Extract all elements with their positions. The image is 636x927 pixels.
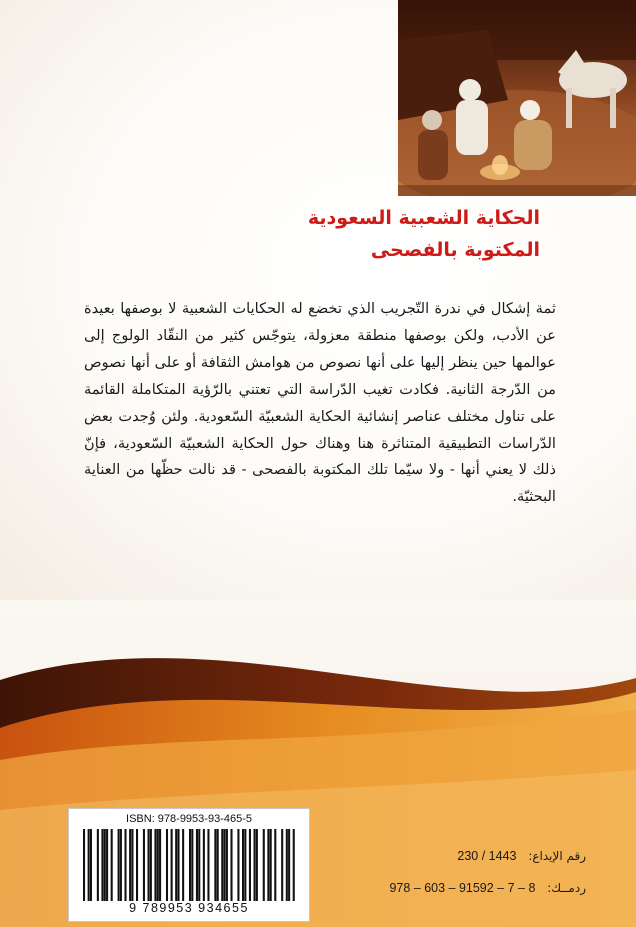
barcode-bar <box>224 829 226 901</box>
legal-deposit-line <box>457 849 586 863</box>
rdmk-label: ردمــك: <box>547 881 586 895</box>
isbn-barcode-box <box>68 808 310 922</box>
barcode-bar <box>286 829 288 901</box>
barcode-bar <box>157 829 159 901</box>
barcode-bar <box>230 829 232 901</box>
barcode-bar <box>83 829 85 901</box>
barcode-bar <box>274 829 276 901</box>
barcode-bar <box>166 829 168 901</box>
barcode-bar <box>171 829 173 901</box>
barcode-bar <box>198 829 200 901</box>
barcode-bar <box>242 829 244 901</box>
barcode-bar <box>104 829 106 901</box>
barcode-bar <box>293 829 295 901</box>
isbn-label: ISBN: 978-9953-93-465-5 <box>126 813 252 825</box>
barcode-bar <box>270 829 272 901</box>
barcode-bar <box>111 829 113 901</box>
barcode-bar <box>196 829 198 901</box>
back-cover-blurb: ثمة إشكال في ندرة التّجريب الذي تخضع له الحكايات الشعبية لا بوصفها بعيدة عن الأدب، ولكن بوصفها منطقة معزولة، يتوجّس كثير من النقّاد الولوج إلى عوالمها حين ينظر إليها على أنها نصوص من هوامش الثقافة أو على أنها نصوص من الدّرجة الثانية. فكادت تغيب الدّراسة التي تعتني بالرّؤية المتكاملة القائمة على تناول مختلف عناصر إنشائية الحكاية الشعبيّة السّعودية. ولئن وُجدت بعض الدّراسات التطبيقية المتناثرة هنا وهناك حول الحكاية الشعبيّة السّعودية، فإنّ ذلك لا يعني أنها - ولا سيّما تلك المكتوبة بالفصحى - قد نالت حظّها من العناية البحثيّة. <box>84 300 556 506</box>
barcode-bar <box>249 829 251 901</box>
barcode-bar <box>150 829 152 901</box>
desert-scene-painting <box>398 0 636 196</box>
barcode-bar <box>97 829 99 901</box>
barcode-bar <box>177 829 179 901</box>
barcode-graphic <box>83 829 295 901</box>
isbn-rdmk-line <box>389 881 586 895</box>
barcode-bar <box>207 829 209 901</box>
title-line-1: الحكاية الشعبية السعودية <box>307 207 540 229</box>
barcode-digits: 9 789953 934655 <box>129 901 249 915</box>
barcode-bar <box>118 829 120 901</box>
barcode-bar <box>129 829 131 901</box>
title-line-2: المكتوبة بالفصحى <box>370 239 540 261</box>
barcode-bar <box>88 829 90 901</box>
barcode-bar <box>191 829 193 901</box>
barcode-bar <box>182 829 184 901</box>
barcode-bar <box>106 829 108 901</box>
barcode-bar <box>281 829 283 901</box>
barcode-bar <box>256 829 258 901</box>
barcode-bar <box>159 829 161 901</box>
barcode-bar <box>203 829 205 901</box>
book-title <box>240 202 540 266</box>
barcode-bar <box>148 829 150 901</box>
barcode-bar <box>217 829 219 901</box>
barcode-bar <box>90 829 92 901</box>
barcode-bar <box>120 829 122 901</box>
barcode-bar <box>131 829 133 901</box>
barcode-bar <box>244 829 246 901</box>
legal-deposit-value: 1443 / 230 <box>457 849 517 863</box>
legal-deposit-label: رقم الإيداع: <box>528 849 586 863</box>
barcode-bar <box>288 829 290 901</box>
barcode-bar <box>254 829 256 901</box>
barcode-bar <box>101 829 103 901</box>
barcode-bar <box>175 829 177 901</box>
barcode-bar <box>263 829 265 901</box>
barcode-bar <box>226 829 228 901</box>
barcode-bar <box>221 829 223 901</box>
barcode-bar <box>237 829 239 901</box>
barcode-bar <box>143 829 145 901</box>
barcode-bar <box>267 829 269 901</box>
painting-illustration <box>398 0 636 196</box>
barcode-bar <box>189 829 191 901</box>
barcode-bar <box>136 829 138 901</box>
barcode-bar <box>214 829 216 901</box>
barcode-bar <box>154 829 156 901</box>
barcode-bar <box>124 829 126 901</box>
rdmk-value: 978 – 603 – 91592 – 7 – 8 <box>389 881 536 895</box>
